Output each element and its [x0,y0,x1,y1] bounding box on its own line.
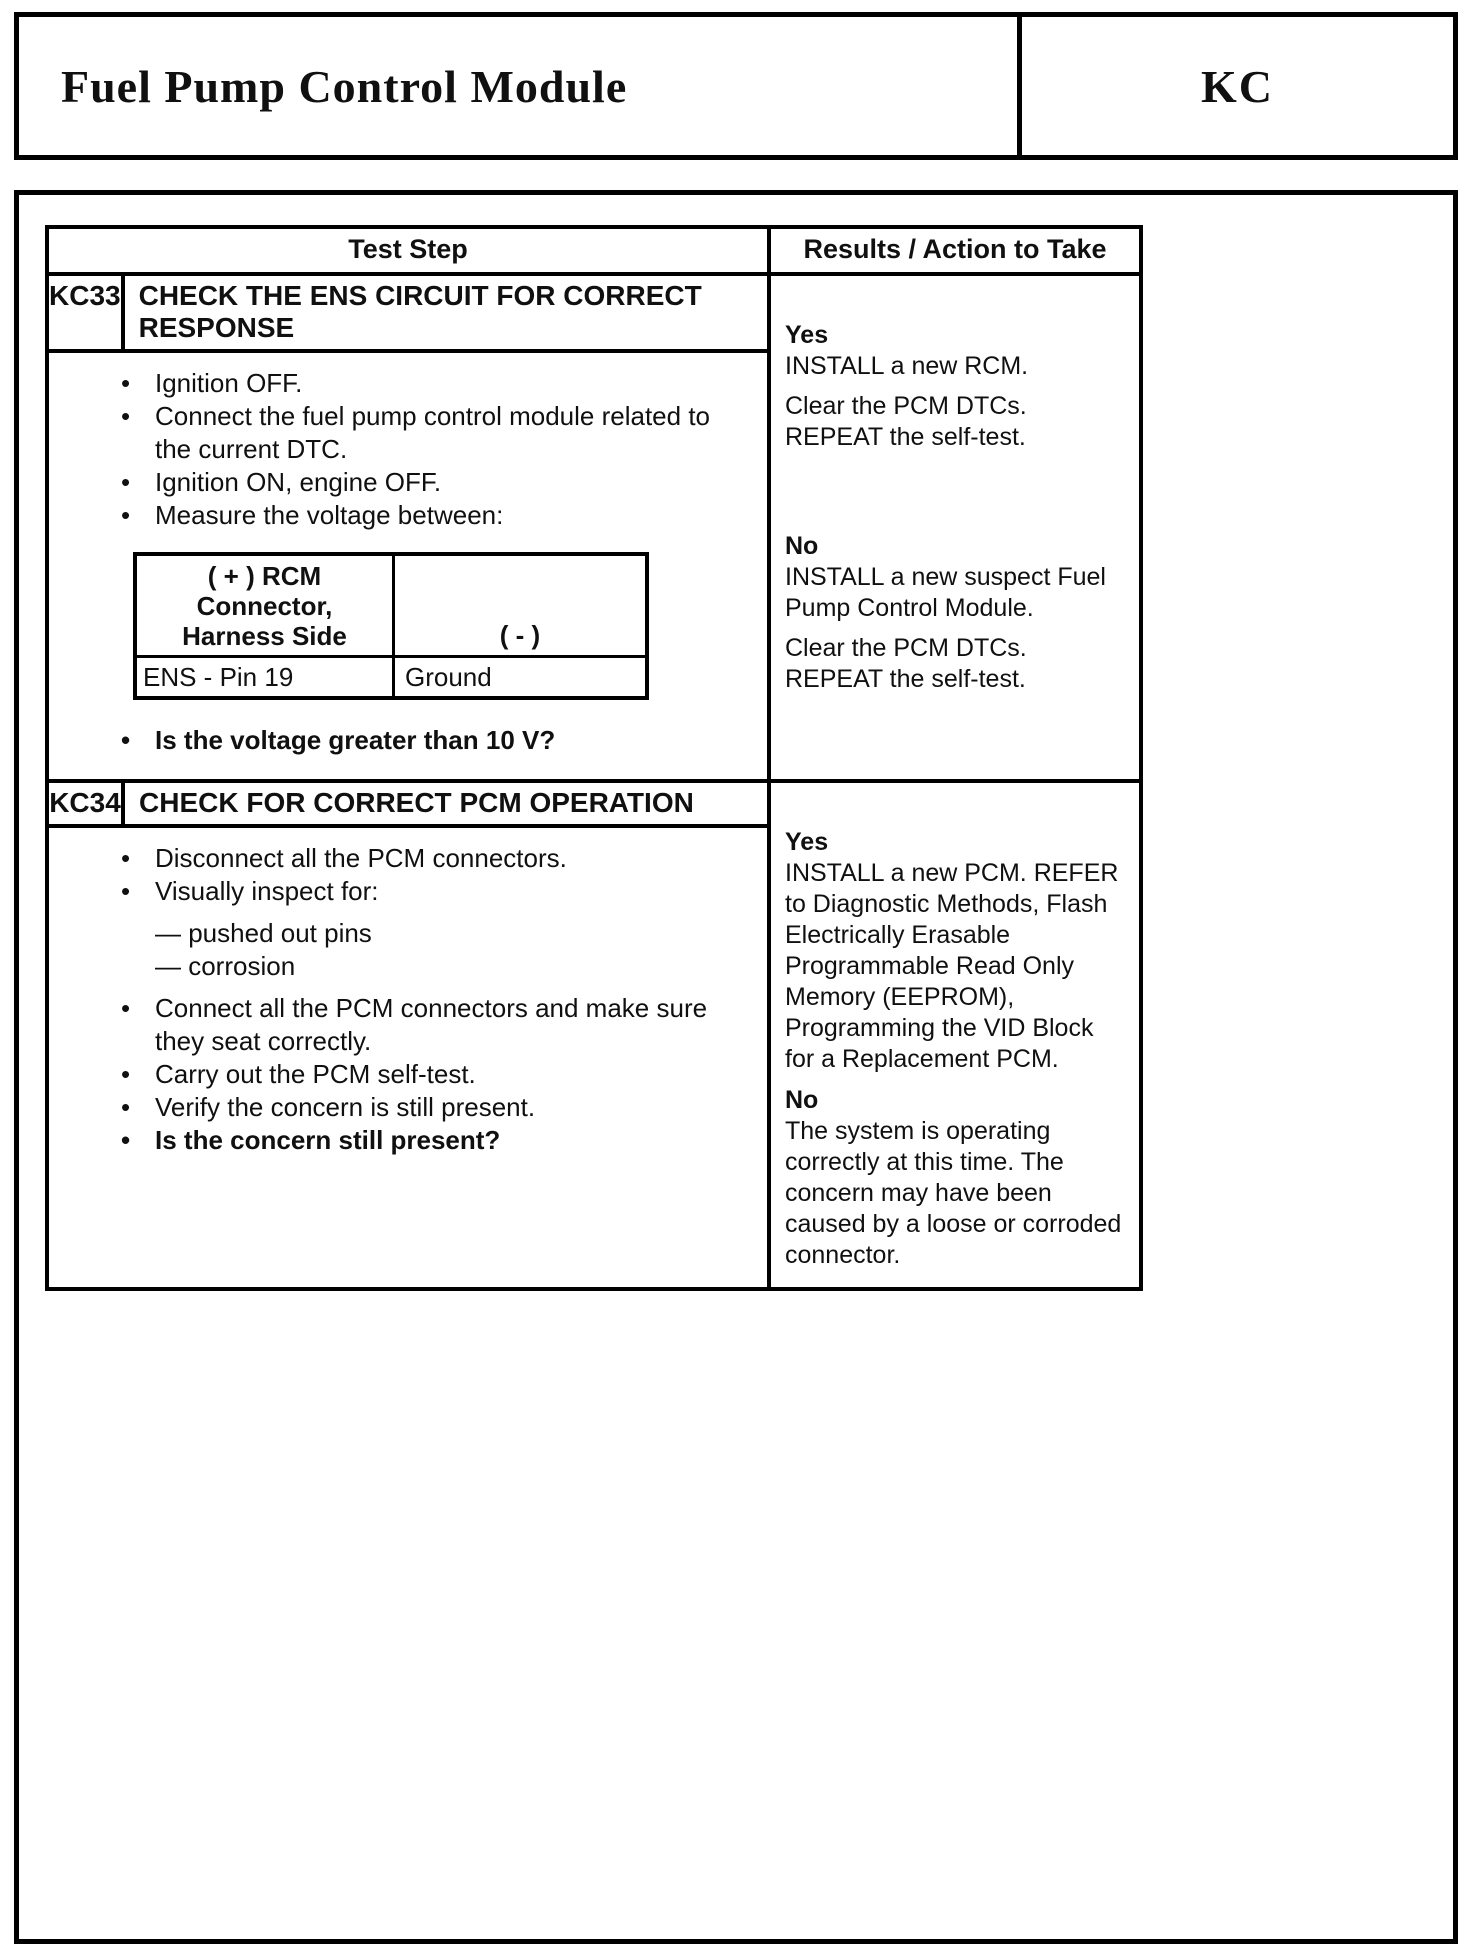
kc34-step-id: KC34 [49,783,125,824]
list-item [121,499,747,532]
list-item-text: • Connect all the PCM connectors and make sure they seat correctly. [155,993,708,1056]
sub-list-item: — pushed out pins [155,918,372,948]
kc34-yes-label: Yes [785,828,829,856]
list-item [121,400,747,466]
kc34-question-text: • Is the concern still present? [155,1125,501,1155]
step-row-kc34 [49,779,1139,1287]
kc33-step-header [49,276,767,353]
kc34-step-header [49,783,767,828]
list-item [121,1058,747,1091]
kc34-question [121,1124,747,1157]
title-bar [14,12,1458,160]
sub-list-item: — corrosion [155,951,296,981]
kc33-question-text: • Is the voltage greater than 10 V? [155,725,556,755]
list-item-text: • Ignition ON, engine OFF. [155,467,442,497]
kc34-results-cell [771,783,1139,1287]
test-step-column-header: Test Step [49,229,771,272]
kc33-results-cell [771,276,1139,779]
kc33-step-title: CHECK THE ENS CIRCUIT FOR CORRECT RESPONSE [138,280,702,343]
kc34-yes-action: INSTALL a new PCM. REFER to Diagnostic Methods, Flash Electrically Erasable Programmable Read Only Memory (EEPROM), Programming the VID Block for a Replacement PCM. [785,859,1119,1073]
list-item-text: • Measure the voltage between: [155,500,504,530]
positive-lead-header-line1: ( + ) RCM Connector, [196,561,333,621]
list-item [121,367,747,400]
positive-lead-header-line2: Harness Side [182,621,347,651]
voltage-measurement-table [133,552,649,700]
list-item-text: • Connect the fuel pump control module related to the current DTC. [155,401,711,464]
step-row-kc33 [49,276,1139,779]
kc34-no-label: No [785,1086,819,1114]
kc33-no-action-1: INSTALL a new suspect Fuel Pump Control Module. [785,563,1106,622]
list-item-text: • Verify the concern is still present. [155,1092,536,1122]
list-item [121,1091,747,1124]
kc33-yes-label: Yes [785,321,829,349]
positive-lead-value: ENS - Pin 19 [137,658,395,696]
list-item [121,992,747,1058]
kc34-step-title: CHECK FOR CORRECT PCM OPERATION [139,787,694,818]
kc33-no-action-2: Clear the PCM DTCs. REPEAT the self-test. [785,634,1027,693]
kc33-yes-action-2: Clear the PCM DTCs. REPEAT the self-test. [785,392,1027,451]
page-title: Fuel Pump Control Module [61,60,628,112]
content-frame [14,190,1458,1944]
voltage-table-data-row [137,658,645,696]
section-code: KC [1017,17,1453,155]
kc33-question [121,724,747,757]
list-item [121,875,747,908]
pinpoint-test-table [45,225,1143,1291]
list-item [121,466,747,499]
kc33-no-label: No [785,532,819,560]
results-column-header: Results / Action to Take [803,234,1107,264]
negative-lead-value: Ground [405,662,492,692]
voltage-table-header-row [137,556,645,658]
negative-lead-header: ( - ) [499,620,541,650]
list-item-text: • Ignition OFF. [155,368,303,398]
list-item-text: • Visually inspect for: [155,876,379,906]
kc33-step-body [49,353,767,779]
table-header-row [49,229,1139,276]
positive-lead-header [137,556,395,655]
list-item-text: • Carry out the PCM self-test. [155,1059,476,1089]
kc33-step-id: KC33 [49,276,125,349]
kc34-step-body [49,828,767,1287]
kc33-yes-action-1: INSTALL a new RCM. [785,352,1029,380]
list-item [121,842,747,875]
kc33-test-step-cell [49,276,771,779]
kc34-test-step-cell [49,783,771,1287]
list-item-text: • Disconnect all the PCM connectors. [155,843,567,873]
kc34-no-action: The system is operating correctly at this time. The concern may have been caused by a loose or corroded connector. [785,1117,1122,1269]
